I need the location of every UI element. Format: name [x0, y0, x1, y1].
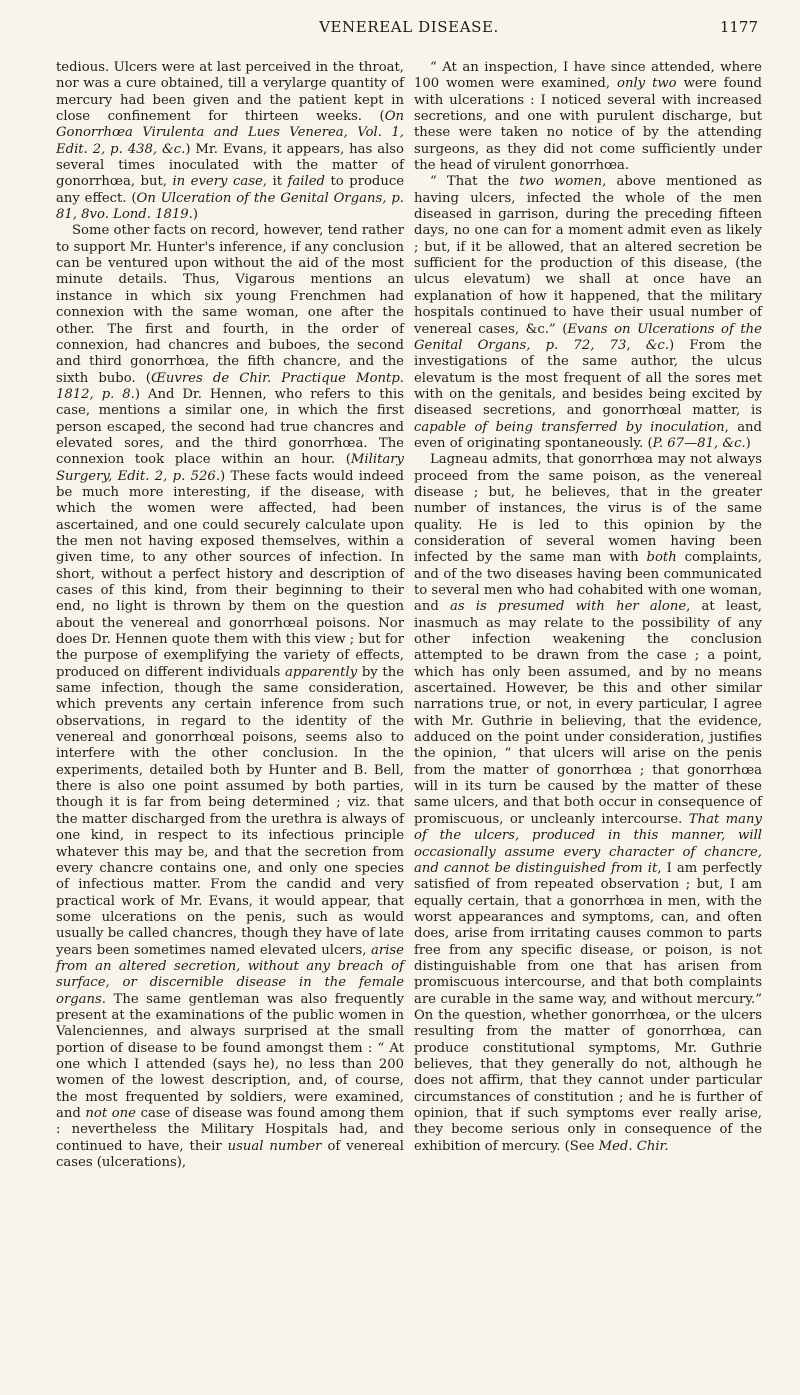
page-number: 1177: [719, 18, 758, 36]
text-run: to produce any effect. (: [56, 174, 405, 206]
text-run: , it: [262, 174, 288, 190]
text-run: tedious. Ulcers were at last perceived in the throat, nor was a cure obtained, till a verylarge quantity of mercury had been given and the patient kept in close confinement for thirteen weeks. (: [56, 60, 404, 125]
emphasis-italic: in every case: [172, 174, 263, 190]
emphasis-italic: only two: [617, 76, 677, 92]
text-run: by the same infection, though the same consideration, which prevents any certain inference from such observations, in regard to the identity of the venereal and gonorrhœal poisons, seems also to interfere with the other conclusion. In the experiments, detailed both by Hunter and B. Bell, there is also one point assumed by both parties, though it is far from being determined ; viz. that the matter discharged from the urethra is always of one kind, in respect to its infectious principle whatever this may be, and that the secretion from every chancre contains one, and only one species of infectious matter. From the candid and very practical work of Mr. Evans, it would appear, that some ulcerations on the penis, such as would usually be called chancres, though they have of late years been sometimes named elevated ulcers,: [56, 664, 405, 958]
text-run: “ At an inspection, I have since attended, where 100 women were examined,: [414, 60, 762, 92]
emphasis-italic: That many of the ulcers, produced in this manner, will occasionally assume every character of chancre, and cannot be distinguished from it: [414, 811, 762, 876]
text-run: ): [192, 207, 199, 223]
paragraph: [56, 60, 404, 223]
text-run: ) Mr. Evans, it appears, has also several times inoculated with the matter of gonorrhœa, but,: [56, 141, 404, 190]
citation-italic: P. 67—81, &c.: [652, 435, 746, 451]
text-run: , I am perfectly satisfied of from repeated observation ; but, I am equally certain, that a gonorrhœa in men, with the worst appearances and symptoms, can, and often does, arise from irritating causes common to parts free from any specific disease, or poison, is not distinguishable from one that has arisen from promiscuous intercourse, and that both complaints are curable in the same way, and without mercury.” On the question, whether gonorrhœa, or the ulcers resulting from the matter of gonorrhœa, can produce constitutional symptoms, Mr. Guthrie believes, that they generally do not, although he does not affirm, that they cannot under particular circumstances of constitution ; and he is further of opinion, that if such symptoms ever really arise, they become serious only in consequence of the exhibition of mercury. (See: [414, 860, 762, 1154]
page-header: [60, 12, 758, 42]
text-run: ) From the investigations of the same author, the ulcus elevatum is the most frequent of all the sores met with on the genitals, and besides being excited by diseased secretions, and gonorrhœal matter, is: [414, 337, 762, 419]
emphasis-italic: two women: [519, 174, 603, 190]
citation-italic: Military Surgery, Edit. 2, p. 526.: [56, 452, 404, 484]
emphasis-italic: apparently: [284, 664, 358, 680]
citation-italic: On Gonorrhœa Virulenta and Lues Venerea, Vol. 1, Edit. 2, p. 438, &c.: [56, 109, 404, 157]
text-run: Some other facts on record, however, tend rather to support Mr. Hunter's inference, if any conclusion can be ventured upon without the aid of the most minute details. Thus, Vigarous mentions an instance in which six young Frenchmen had connexion with the same woman, one after the other. The first and fourth, in the order of connexion, had chancres and buboes, the second and third gonorrhœa, the fifth chancre, and the sixth bubo. (: [56, 223, 404, 386]
citation-italic: On Ulceration of the Genital Organs, p. 81, 8vo. Lond. 1819.: [56, 190, 404, 223]
text-run: The same gentleman was also frequently present at the examinations of the public women in Valenciennes, and always surprised at the small portion of disease to be found amongst them : “ At one which I attended (says he), no less than 200 women of the lowest description, and, of course, the most frequented by soldiers, were examined, and: [56, 991, 404, 1121]
text-run: case of disease was found among them : nevertheless the Military Hospitals had, and continued to have, their: [56, 1106, 404, 1154]
text-run: ) And Dr. Hennen, who refers to this case, mentions a similar one, in which the first person escaped, the second had true chancres and elevated sores, and the third gonorrhœa. The connexion took place within an hour. (: [56, 386, 404, 468]
text-run: , at least, inasmuch as may relate to the possibility of any other infection weakening the conclusion attempted to be drawn from the case ; a point, which has only been assumed, and by no means ascertained. However, be this and other similar narrations true, or not, in every particular, I agree with Mr. Guthrie in believing, that the evidence, adduced on the point under consideration, justifies the opinion, “ that ulcers will arise on the penis from the matter of gonorrhœa ; that gonorrhœa will in its turn be caused by the matter of these same ulcers, and that both occur in consequence of promiscuous, or uncleanly intercourse.: [414, 599, 762, 827]
text-run: , and even of originating spontaneously. (: [414, 419, 762, 451]
text-run: “ That the: [430, 174, 520, 190]
emphasis-italic: failed: [287, 174, 325, 190]
paragraph: [414, 60, 762, 174]
text-run: ) These facts would indeed be much more interesting, if the disease, with which the women were affected, had been ascertained, and one could securely calculate upon the men not having exposed themselves, within a given time, to any other sources of infection. In short, without a perfect history and description of cases of this kind, from their beginning to their end, no light is thrown by them on the question about the venereal and gonorrhœal poisons. Nor does Dr. Hennen quote them with this view ; but for the purpose of exemplifying the variety of effects, produced on different individuals: [56, 468, 404, 680]
paragraph: [414, 452, 762, 1155]
emphasis-italic: capable of being transferred by inoculation: [414, 419, 725, 435]
citation-italic: Med. Chir.: [598, 1138, 669, 1154]
paragraph: [56, 223, 404, 1171]
left-column: [56, 60, 404, 1171]
right-column: [414, 60, 762, 1155]
emphasis-italic: usual number: [227, 1138, 322, 1154]
text-run: , above mentioned as having ulcers, infected the whole of the men diseased in garrison, during the preceding fifteen days, no one can for a moment admit even as likely ; but, if it be allowed, that an altered secretion be sufficient for the production of this disease, (the ulcus elevatum) we shall at once have an explanation of how it happened, that the military hospitals continued to have their usual number of venereal cases, &c.” (: [414, 174, 762, 337]
text-run: complaints, and of the two diseases having been communicated to several men who had cohabited with one woman, and: [414, 550, 763, 615]
paragraph: [414, 174, 762, 452]
text-run: of venereal cases (ulcerations),: [56, 1138, 404, 1171]
text-run: Lagneau admits, that gonorrhœa may not always proceed from the same poison, as the venereal disease ; but, he believes, that in the greater number of instances, the virus is of the same quality. He is led to this opinion by the consideration of several women having been infected by the same man with: [414, 452, 762, 566]
citation-italic: Evans on Ulcerations of the Genital Organs, p. 72, 73, &c.: [414, 321, 762, 353]
emphasis-italic: as is presumed with her alone: [449, 599, 687, 615]
emphasis-italic: both: [646, 550, 677, 566]
emphasis-italic: arise from an altered secretion, without any breach of surface, or discernible disease in the female organs.: [56, 942, 404, 1007]
emphasis-italic: not one: [85, 1106, 136, 1121]
citation-italic: Œuvres de Chir. Practique Montp. 1812, p. 8.: [56, 370, 404, 402]
running-title: VENEREAL DISEASE.: [319, 18, 499, 36]
text-run: ): [745, 435, 751, 451]
text-run: were found with ulcerations : I noticed several with increased secretions, and one with purulent discharge, but these were taken no notice of by the attending surgeons, as they did not come sufficiently under the head of virulent gonorrhœa.: [414, 76, 762, 174]
